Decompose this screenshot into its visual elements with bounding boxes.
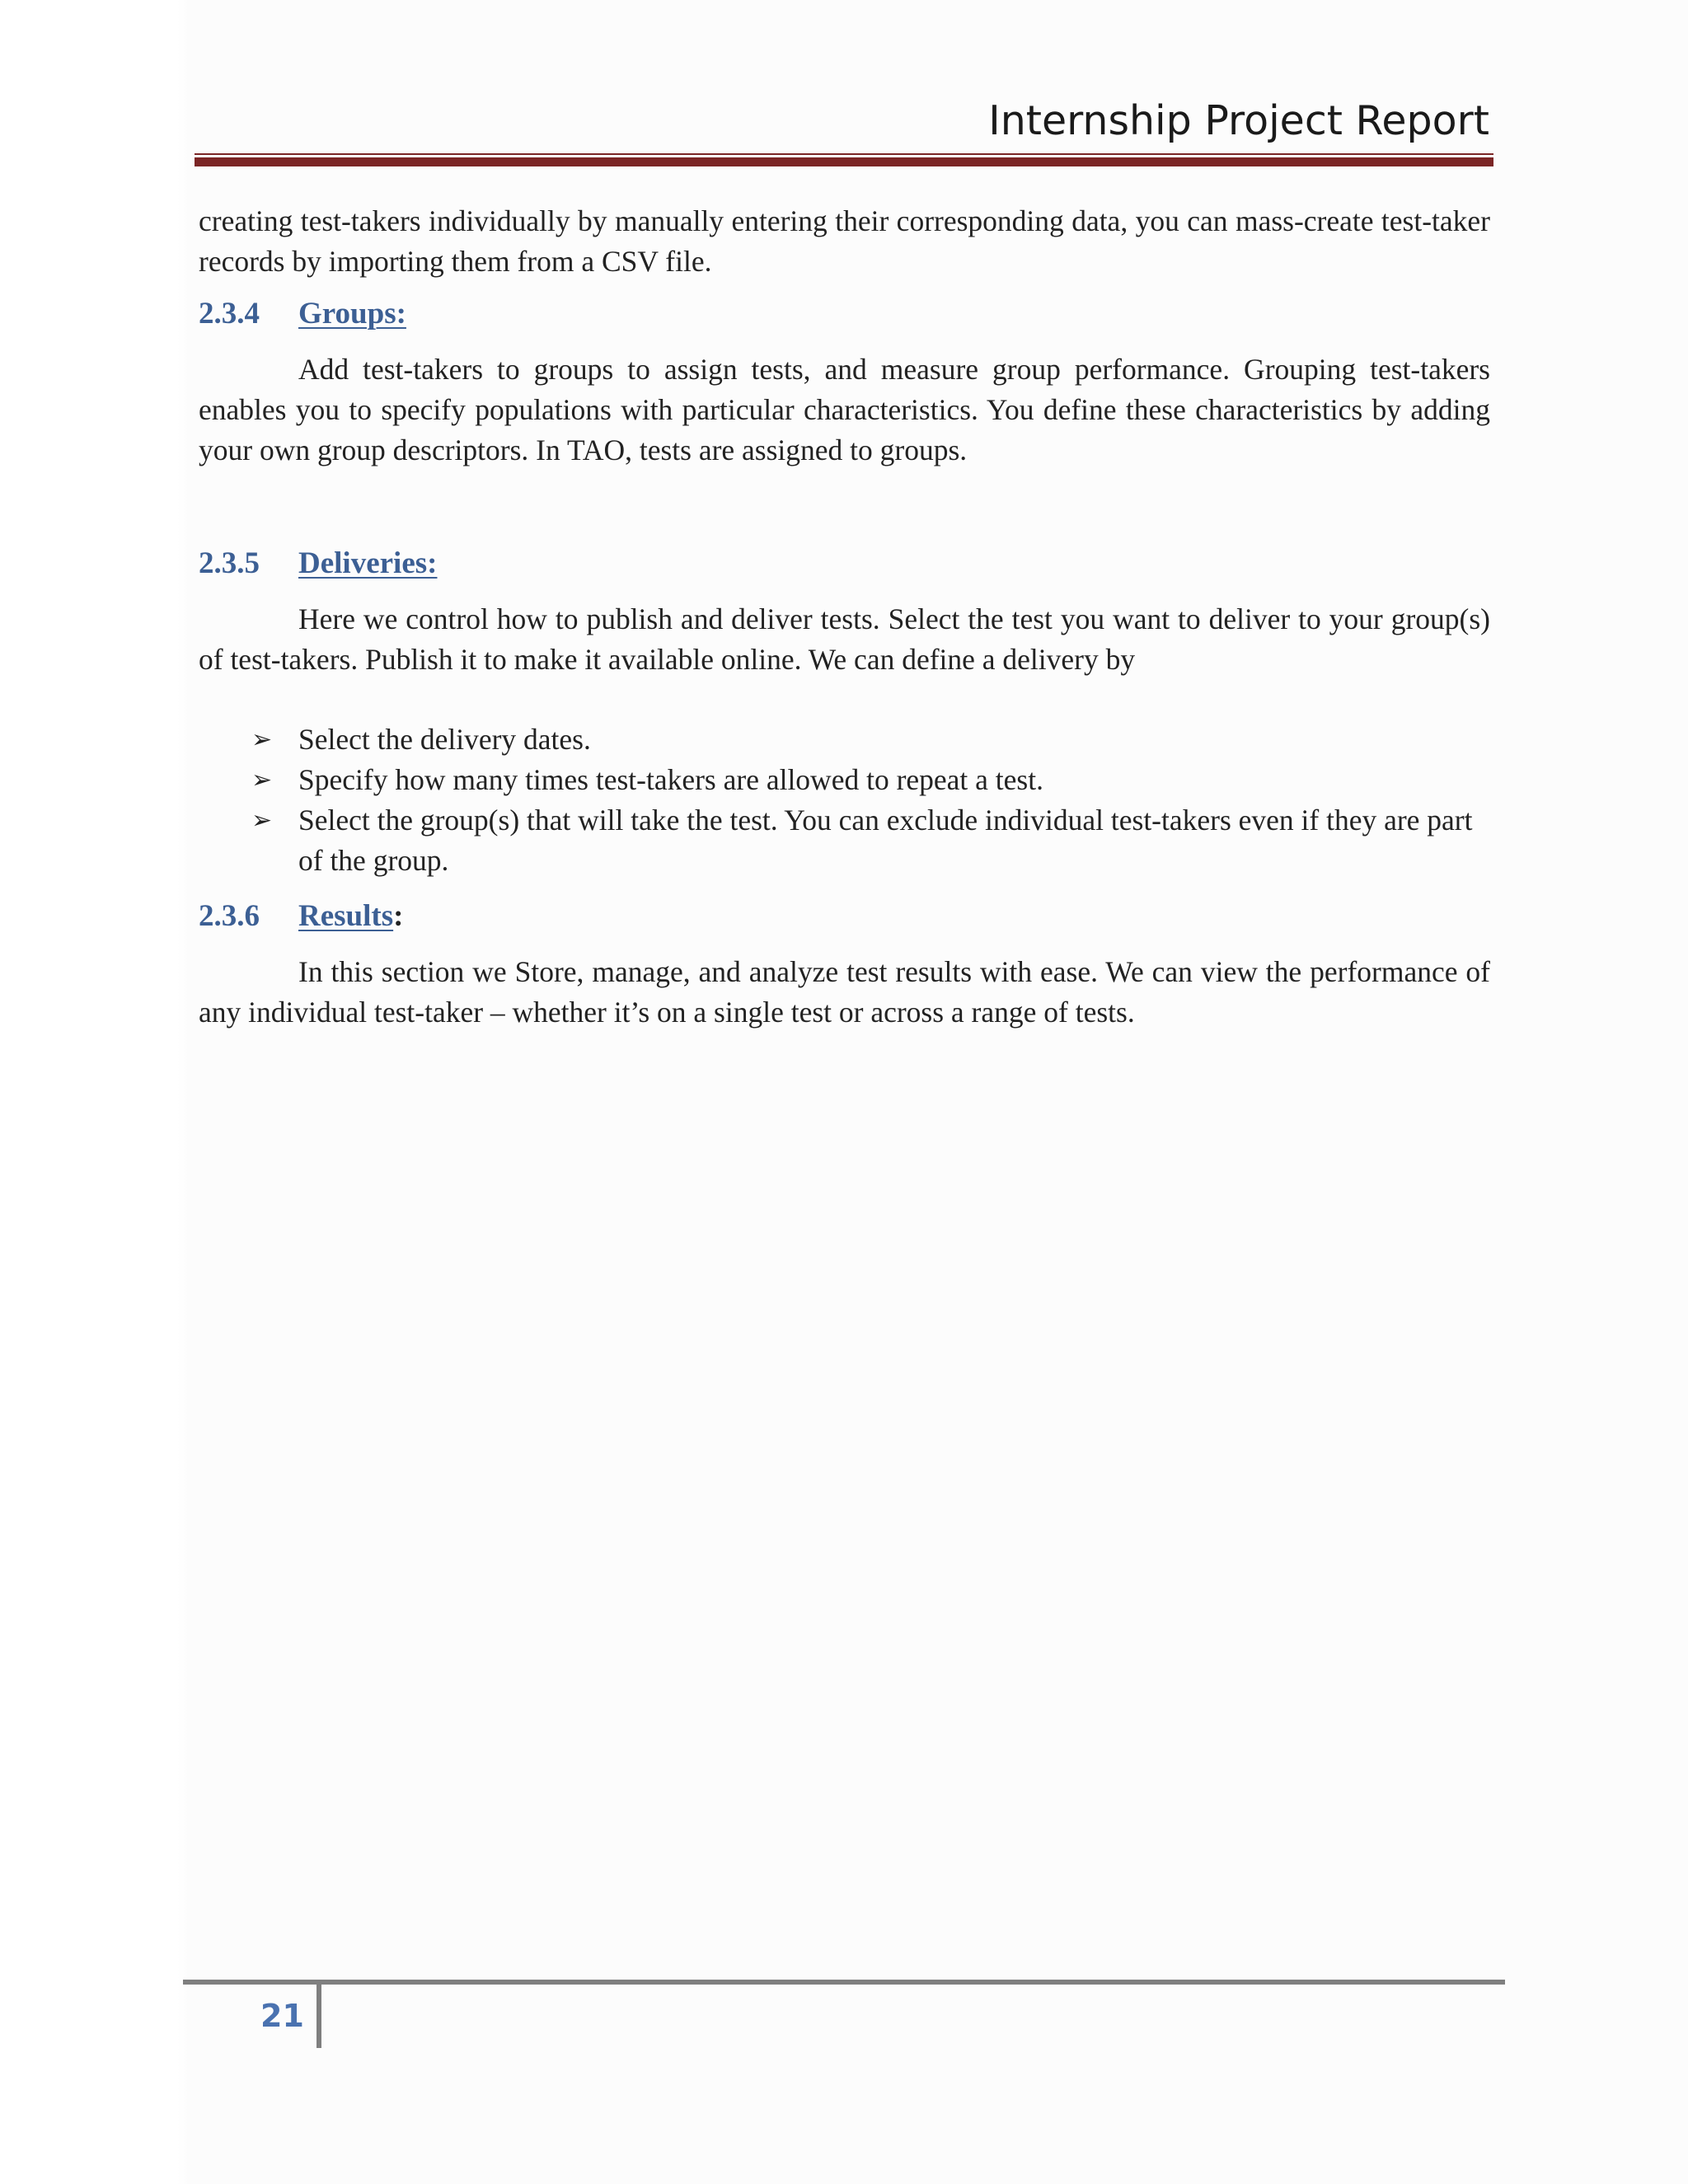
results-paragraph: In this section we Store, manage, and analyze test results with ease. We can view the performance of any individual test-taker – whether it’s on a single test or across a range of tests. xyxy=(199,955,1490,1029)
deliveries-bullet-list xyxy=(199,719,1490,881)
deliveries-paragraph: Here we control how to publish and deliver tests. Select the test you want to deliver to your group(s) of test-takers. Publish it to make it available online. We can define a delivery by xyxy=(199,602,1490,676)
arrow-bullet-icon: ➢ xyxy=(251,766,273,794)
section-title: Groups: xyxy=(298,297,406,330)
list-item-text: Select the group(s) that will take the test. You can exclude individual test-takers even if they are part of the group. xyxy=(298,804,1473,877)
section-heading-deliveries xyxy=(199,543,1490,584)
section-title: Results xyxy=(298,899,394,933)
section-number: 2.3.6 xyxy=(199,899,260,933)
list-item-text: Select the delivery dates. xyxy=(298,723,591,756)
page-content xyxy=(199,201,1490,1033)
list-item xyxy=(199,800,1490,881)
footer-divider xyxy=(316,1983,321,2048)
section-number: 2.3.5 xyxy=(199,546,260,580)
list-item xyxy=(199,760,1490,800)
section-number: 2.3.4 xyxy=(199,297,260,330)
arrow-bullet-icon: ➢ xyxy=(251,725,273,754)
section-title-colon: : xyxy=(393,899,404,933)
section-heading-groups xyxy=(199,293,1490,335)
header-rule-thin xyxy=(195,153,1493,155)
list-item-text: Specify how many times test-takers are allowed to repeat a test. xyxy=(298,763,1043,796)
groups-paragraph: Add test-takers to groups to assign tests, and measure group performance. Grouping test-takers enables you to specify populations with particular characteristics. You define these characteristics by adding your own group descriptors. In TAO, tests are assigned to groups. xyxy=(199,353,1490,466)
footer-rule xyxy=(183,1980,1505,1985)
continuation-paragraph: creating test-takers individually by manually entering their corresponding data, you can mass-create test-taker records by importing them from a CSV file. xyxy=(199,204,1490,278)
arrow-bullet-icon: ➢ xyxy=(251,806,273,835)
section-title: Deliveries: xyxy=(298,546,438,580)
list-item xyxy=(199,719,1490,760)
running-header-title: Internship Project Report xyxy=(988,97,1489,144)
header-rule-thick xyxy=(195,157,1493,166)
page-number: 21 xyxy=(260,1998,304,2034)
section-heading-results xyxy=(199,896,1490,937)
